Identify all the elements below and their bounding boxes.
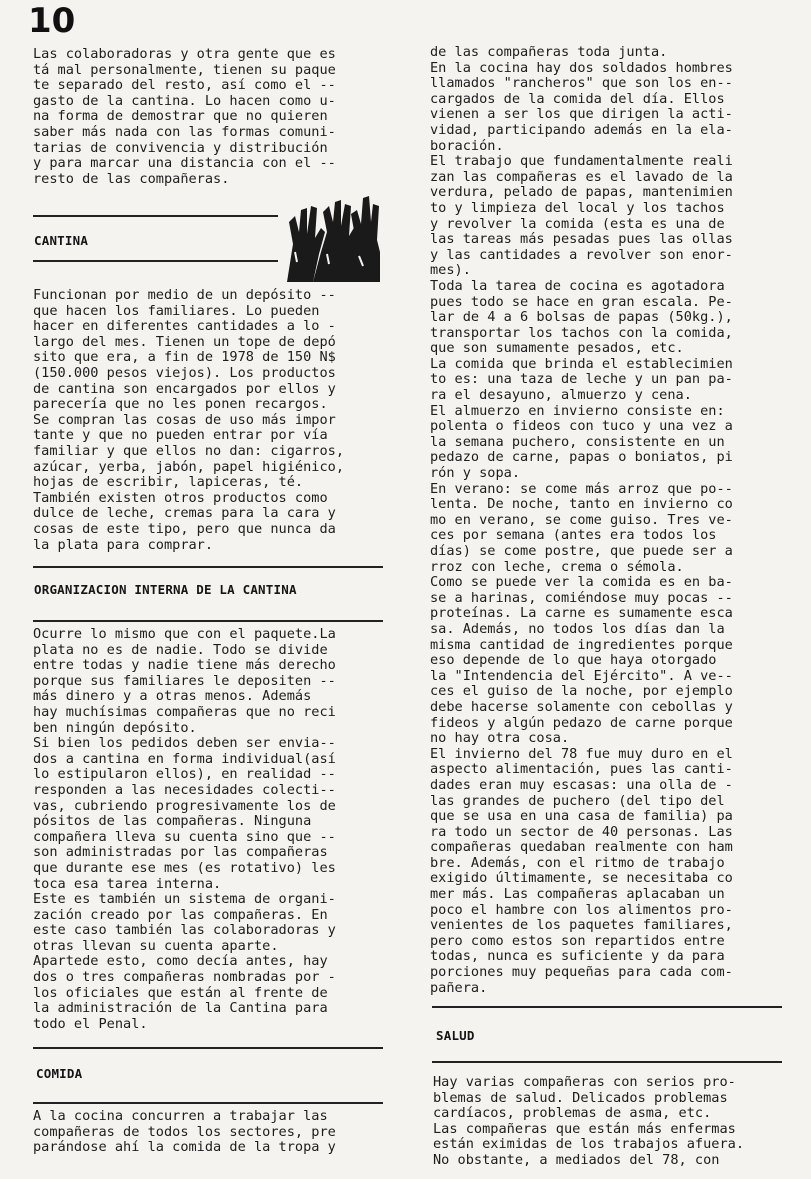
text-line: vienen a ser los que dirigen la acti-	[430, 106, 733, 123]
text-line: La comida que brinda el establecimien	[430, 355, 733, 372]
text-line: que durante ese mes (es rotativo) les	[33, 859, 336, 876]
text-line: Si bien los pedidos deben ser envia--	[33, 735, 336, 752]
text-line: polenta o fideos con tuco y una vez a	[430, 418, 733, 435]
text-line: familiar y que ellos no dan: cigarros,	[33, 442, 344, 459]
text-line: pero como estos son repartidos entre	[430, 932, 725, 949]
text-line: rroz con leche, crema o sémola.	[430, 558, 684, 575]
text-line: que hacen los familiares. Lo pueden	[33, 302, 320, 319]
text-line: la plata para comprar.	[33, 536, 214, 553]
text-line: todas, nunca es suficiente y da para	[430, 948, 725, 965]
rule-cantina-top	[33, 215, 278, 217]
text-line: dulce de leche, cremas para la cara y	[33, 505, 336, 522]
text-line: zan las compañeras es el lavado de la	[430, 168, 733, 185]
organizacion-text	[33, 627, 385, 1032]
text-line: ces el guiso de la noche, por ejemplo	[430, 683, 733, 700]
text-line: to es: una taza de leche y un pan pa-	[430, 371, 733, 388]
text-line: azúcar, yerba, jabón, papel higiénico,	[33, 458, 344, 475]
rule-cantina-bottom	[33, 260, 278, 262]
text-line: largo del mes. Tienen un tope de depó	[33, 333, 336, 350]
text-line: responden a las necesidades colecti--	[33, 781, 336, 798]
text-line: de cantina son encargados por ellos y	[33, 380, 336, 397]
text-line: Toda la tarea de cocina es agotadora	[430, 277, 725, 294]
text-line: mes).	[430, 262, 471, 279]
text-line: Este es también un sistema de organi-	[33, 891, 336, 908]
text-line: están eximidas de los trabajos afuera.	[433, 1136, 744, 1153]
heading-salud: SALUD	[436, 1028, 475, 1043]
text-line: rón y sopa.	[430, 465, 521, 482]
text-line: eso depende de lo que haya otorgado	[430, 652, 717, 669]
text-line: porciones muy pequeñas para cada com-	[430, 964, 733, 981]
heading-organizacion: ORGANIZACION INTERNA DE LA CANTINA	[34, 582, 297, 597]
text-line: y las cantidades a revolver son enor-	[430, 246, 733, 263]
text-line: zación creado por las compañeras. En	[33, 906, 328, 923]
text-line: cardíacos, problemas de asma, etc.	[433, 1105, 712, 1122]
text-line: tarias de convivencia y distribución	[33, 139, 328, 156]
text-line: pues todo se hace en gran escala. Pe-	[430, 293, 733, 310]
text-line: aspecto alimentación, pues las canti-	[430, 761, 733, 778]
text-line: mo en verano, se come guiso. Tres ve-	[430, 511, 733, 528]
text-line: No obstante, a mediados del 78, con	[433, 1151, 720, 1168]
text-line: este caso también las colaboradoras y	[33, 922, 336, 939]
text-line: que se usa en una casa de familia) pa	[430, 808, 733, 825]
text-line: vidad, participando además en la ela-	[430, 121, 733, 138]
text-line: porque sus familiares le depositen --	[33, 672, 336, 689]
text-line: y revolver la comida (esta es una de	[430, 215, 725, 232]
text-line: compañeras quedaban realmente con ham	[430, 839, 733, 856]
text-line: lenta. De noche, tanto en invierno co	[430, 496, 733, 513]
text-line: Funcionan por medio de un depósito --	[33, 287, 336, 303]
heading-cantina: CANTINA	[34, 233, 89, 248]
text-line: to y limpieza del local y los tachos	[430, 199, 725, 216]
text-line: El trabajo que fundamentalmente reali	[430, 153, 733, 170]
text-line: mer más. Las compañeras aplacaban un	[430, 886, 725, 903]
text-line: fideos y algún pedazo de carne porque	[430, 714, 733, 731]
text-line: hay muchísimas compañeras que no reci	[33, 703, 336, 720]
text-line: pósitos de las compañeras. Ninguna	[33, 813, 312, 830]
text-line: ces por semana (antes era todos los	[430, 527, 717, 544]
text-line: hacer en diferentes cantidades a lo -	[33, 318, 336, 335]
text-line: pedazo de carne, papas o boniatos, pi	[430, 449, 733, 466]
text-line: Hay varias compañeras con serios pro-	[433, 1074, 736, 1090]
text-line: plata no es de nadie. Todo se divide	[33, 641, 328, 658]
text-line: cosas de este tipo, pero que nunca da	[33, 520, 336, 537]
text-line: te separado del resto, así como el --	[33, 77, 336, 94]
text-line: transportar los tachos con la comida,	[430, 324, 733, 341]
text-line: y para marcar una distancia con el --	[33, 155, 336, 172]
text-line: días) se come postre, que puede ser a	[430, 543, 733, 559]
text-line: Se compran las cosas de uso más impor	[33, 411, 336, 428]
text-line: Ocurre lo mismo que con el paquete.La	[33, 626, 336, 642]
text-line: todo el Penal.	[33, 1015, 148, 1032]
text-line: na forma de demostrar que no quieren	[33, 108, 328, 125]
text-line: misma cantidad de ingredientes porque	[430, 636, 733, 653]
cantina-text	[33, 288, 385, 553]
comida-text	[33, 1109, 385, 1156]
text-line: que son sumamente pesados, etc.	[430, 340, 684, 357]
text-line: son administradas por las compañeras	[33, 844, 328, 861]
text-line: poco el hambre con los alimentos pro-	[430, 901, 733, 918]
rule-salud-bottom	[432, 1061, 782, 1063]
text-line: verdura, pelado de papas, mantenimien	[430, 184, 733, 201]
rule-comida-top	[33, 1047, 383, 1049]
text-line: En verano: se come más arroz que po--	[430, 480, 733, 497]
text-line: boración.	[430, 137, 504, 154]
text-line: sa. Además, no todos los días dan la	[430, 620, 725, 637]
text-line: la semana puchero, consistente en un	[430, 433, 725, 450]
text-line: lo estipularon ellos), en realidad --	[33, 766, 336, 783]
text-line: se a harinas, comiéndose muy pocas --	[430, 589, 733, 606]
text-line: entre todas y nadie tiene más derecho	[33, 657, 336, 674]
text-line: parándose ahí la comida de la tropa y	[33, 1139, 336, 1156]
text-line: dos o tres compañeras nombradas por -	[33, 969, 336, 986]
heading-comida: COMIDA	[36, 1066, 83, 1081]
text-line: cargados de la comida del día. Ellos	[430, 90, 725, 107]
text-line: llamados "rancheros" que son los en--	[430, 75, 733, 92]
text-line: tá mal personalmente, tienen su paque	[33, 61, 336, 78]
text-line: no hay otra cosa.	[430, 730, 570, 747]
text-line: ra todo un sector de 40 personas. Las	[430, 823, 733, 840]
text-line: blemas de salud. Delicados problemas	[433, 1089, 728, 1106]
text-line: También existen otros productos como	[33, 489, 328, 506]
text-line: otras llevan su cuenta aparte.	[33, 937, 279, 954]
text-line: saber más nada con las formas comuni-	[33, 123, 336, 140]
rule-salud-top	[432, 1006, 782, 1008]
rule-organizacion-bottom	[33, 620, 383, 622]
text-line: exigido últimamente, se necesitaba co	[430, 870, 733, 887]
text-line: debe hacerse solamente con cebollas y	[430, 698, 733, 715]
text-line: la "Intendencia del Ejército". A ve--	[430, 667, 733, 684]
text-line: venientes de los paquetes familiares,	[430, 917, 733, 934]
text-line: compañeras de todos los sectores, pre	[33, 1123, 336, 1140]
text-line: lar de 4 a 6 bolsas de papas (50kg.),	[430, 309, 733, 326]
text-line: toca esa tarea interna.	[33, 875, 222, 892]
text-line: vas, cubriendo progresivamente los de	[33, 797, 336, 814]
text-line: sito que era, a fin de 1978 de 150 N$	[33, 349, 336, 366]
text-line: Como se puede ver la comida es en ba-	[430, 574, 733, 591]
text-line: ra el desayuno, almuerzo y cena.	[430, 387, 692, 404]
text-line: (150.000 pesos viejos). Los productos	[33, 364, 336, 381]
text-line: Las colaboradoras y otra gente que es	[33, 46, 336, 62]
text-line: las tareas más pesadas pues las ollas	[430, 231, 733, 248]
text-line: las grandes de puchero (del tipo del	[430, 792, 725, 809]
text-line: pañera.	[430, 979, 488, 996]
right-column-text	[430, 45, 782, 996]
text-line: dos a cantina en forma individual(así	[33, 750, 336, 767]
text-line: tante y que no pueden entrar por vía	[33, 427, 328, 444]
text-line: parecería que no les ponen recargos.	[33, 396, 328, 413]
rule-organizacion-top	[33, 566, 383, 568]
text-line: los oficiales que están al frente de	[33, 984, 328, 1001]
text-line: más dinero y a otras menos. Además	[33, 688, 312, 705]
text-line: A la cocina concurren a trabajar las	[33, 1108, 328, 1124]
text-line: dades eran muy escasas: una olla de -	[430, 776, 733, 793]
text-line: En la cocina hay dos soldados hombres	[430, 59, 733, 76]
rule-comida-bottom	[33, 1102, 383, 1104]
salud-text	[433, 1075, 785, 1169]
text-line: El almuerzo en invierno consiste en:	[430, 402, 725, 419]
text-line: gasto de la cantina. Lo hacen como u-	[33, 92, 336, 109]
text-line: compañera lleva su cuenta sino que --	[33, 828, 336, 845]
page-number: 10	[28, 1, 76, 41]
text-line: El invierno del 78 fue muy duro en el	[430, 745, 733, 762]
text-line: hojas de escribir, lapiceras, té.	[33, 474, 304, 491]
text-line: la administración de la Cantina para	[33, 1000, 328, 1017]
text-line: resto de las compañeras.	[33, 170, 230, 187]
text-line: Apartede esto, como decía antes, hay	[33, 953, 328, 970]
text-line: proteínas. La carne es sumamente esca	[430, 605, 733, 622]
raised-hands-illustration	[283, 192, 380, 282]
text-line: bre. Además, con el ritmo de trabajo	[430, 854, 725, 871]
left-intro-text	[33, 47, 385, 187]
text-line: de las compañeras toda junta.	[430, 44, 668, 60]
text-line: ben ningún depósito.	[33, 719, 197, 736]
text-line: Las compañeras que están más enfermas	[433, 1120, 736, 1137]
